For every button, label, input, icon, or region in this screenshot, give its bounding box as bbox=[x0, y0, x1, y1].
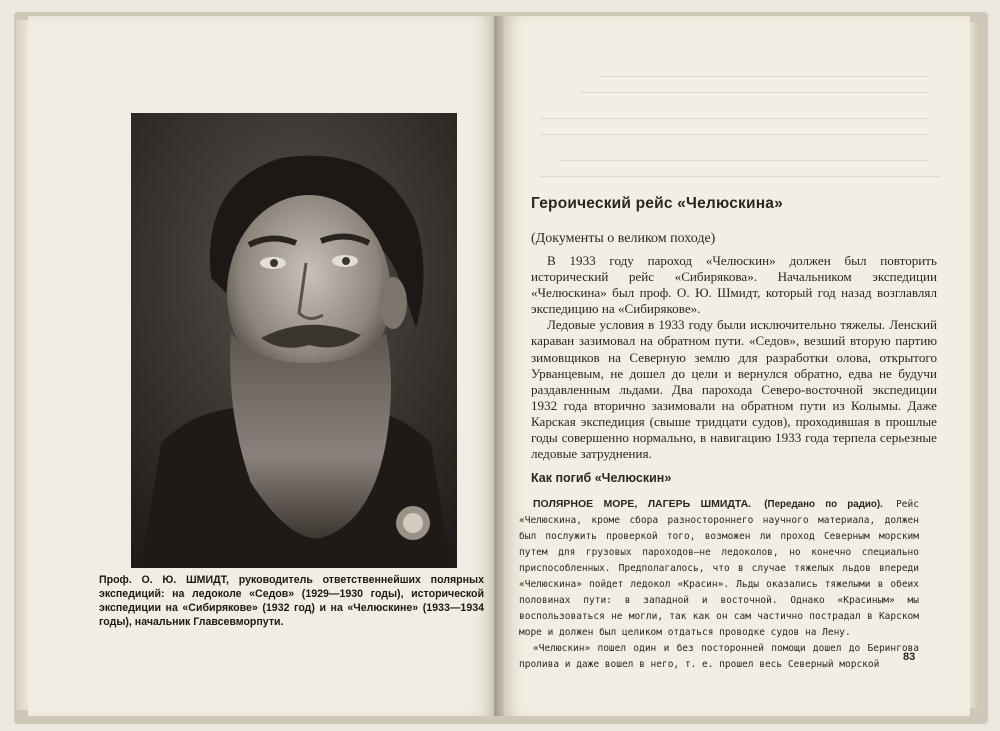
dispatch-paragraph bbox=[519, 496, 919, 641]
portrait-image bbox=[131, 113, 457, 568]
chapter-subheading: (Документы о великом походе) bbox=[531, 231, 716, 246]
dispatch-dateline: ПОЛЯРНОЕ МОРЕ, ЛАГЕРЬ ШМИДТА. bbox=[533, 498, 752, 510]
photo-caption: Проф. О. Ю. ШМИДТ, руководитель ответственнейших полярных экспедиций: на ледоколе «Седов» (1929—1930 годы), исторической экспедиции на «Сибирякове» (1932 год) и на «Челюскине» (1933—1934 годы), начальник Главсевморпути. bbox=[99, 574, 484, 628]
paragraph: Ледовые условия в 1933 году были исключительно тяжелы. Ленский караван зазимовал на обратном пути. «Седов», везший вторую партию зимовщиков на Северную землю для разработки олова, открытого Урванцевым, не дошел до цели и вернулся обратно, едва не будучи раздавленным льдами. Два парохода Северо-восточной экспедиции 1932 года вторично зазимовали на обратном пути из Колымы. Даже Карская экспедиция (свыше тридцати судов), проходившая в прошлые годы совершенно нормально, в навигацию 1933 года терпела серьезные ледовые затруднения. bbox=[531, 317, 937, 462]
page-number: 83 bbox=[903, 651, 916, 663]
dispatch-paragraph: «Челюскин» пошел один и без посторонней помощи дошел до Берингова пролива и даже вошел в него, т. е. прошел весь Северный морской bbox=[519, 643, 919, 670]
chapter-heading: Героический рейс «Челюскина» bbox=[531, 195, 783, 212]
radio-dispatch bbox=[519, 496, 919, 673]
paragraph: В 1933 году пароход «Челюскин» должен был повторить исторический рейс «Сибирякова». Начальником экспедиции «Челюскина» был проф. О. Ю. Шмидт, который год назад возглавлял экспедицию на «Сибирякове». bbox=[531, 253, 937, 317]
section-title: Как погиб «Челюскин» bbox=[531, 471, 672, 485]
portrait-photo bbox=[131, 113, 457, 568]
dispatch-note: (Передано по радио). bbox=[764, 499, 883, 510]
dispatch-text: Рейс «Челюскина, кроме сбора разностороннего научного материала, должен был послужить проверкой того, возможен ли проход Северным морским путем для грузовых пароходов—не ледоколов, но конечно специально приспособленных. Предполагалось, что в случае тяжелых льдов впереди «Челюскина» пойдет ледокол «Красин». Льды оказались тяжелыми в обеих половинах пути: в западной и восточной. Однако «Красиным» мы воспользоваться не могли, так как он сам частично пострадал в Карском море и должен был целиком отдаться проводке судов на Лену. bbox=[519, 499, 919, 638]
intro-text bbox=[531, 253, 937, 462]
book-gutter bbox=[494, 16, 504, 716]
